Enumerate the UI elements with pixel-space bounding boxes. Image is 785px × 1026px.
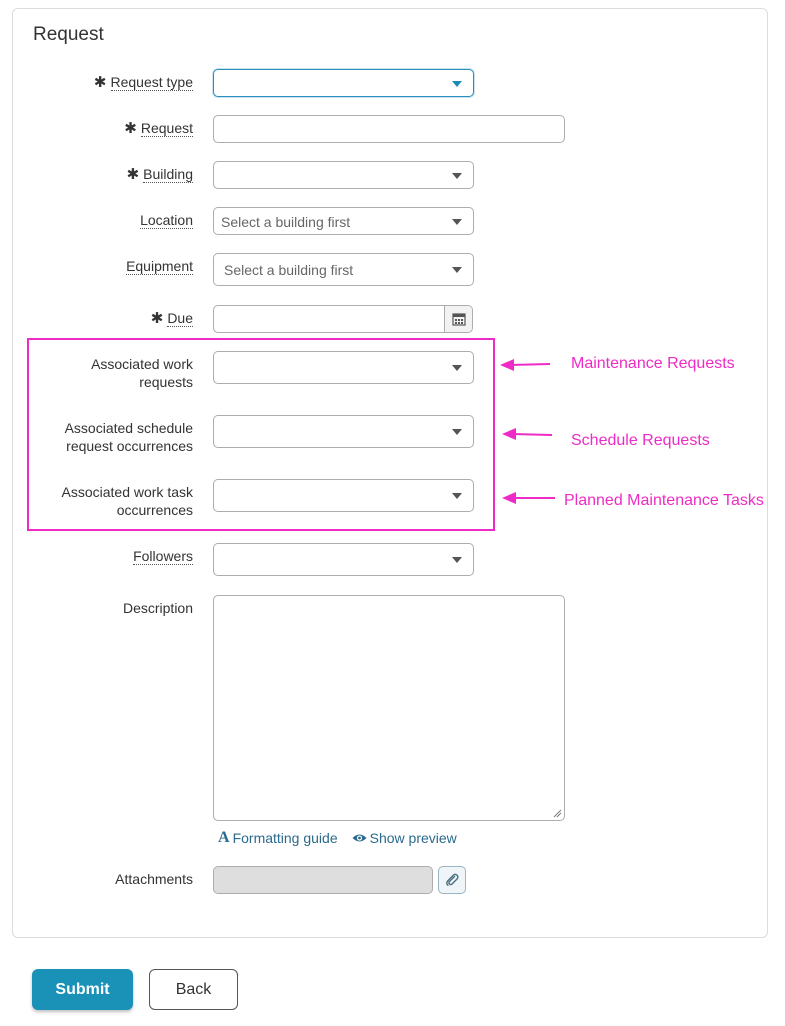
followers-select[interactable] <box>213 543 474 576</box>
description-label: Description <box>122 600 193 616</box>
section-title: Request <box>33 24 104 45</box>
required-marker: ✱ <box>150 310 164 327</box>
assoc-work-task-label: Associated work task occurrences <box>61 484 193 518</box>
chevron-down-icon <box>452 219 462 225</box>
followers-label: Followers <box>133 548 193 564</box>
submit-button[interactable]: Submit <box>32 969 133 1010</box>
request-type-select[interactable] <box>213 69 474 97</box>
request-label: ✱ Request <box>124 120 193 137</box>
location-placeholder: Select a building first <box>221 214 351 230</box>
annotation-maintenance-requests: Maintenance Requests <box>571 355 735 372</box>
required-marker: ✱ <box>93 74 107 91</box>
chevron-down-icon <box>452 173 462 179</box>
calendar-icon <box>452 312 466 326</box>
chevron-down-icon <box>452 267 462 273</box>
annotation-arrow <box>500 490 558 506</box>
building-label: ✱ Building <box>126 166 193 183</box>
chevron-down-icon <box>452 81 462 87</box>
equipment-placeholder: Select a building first <box>224 262 354 278</box>
annotation-highlight-box <box>27 338 495 531</box>
formatting-links <box>218 829 457 847</box>
eye-icon <box>352 833 367 843</box>
location-label: Location <box>140 212 193 228</box>
required-marker: ✱ <box>126 166 140 183</box>
annotation-arrow <box>500 426 556 442</box>
annotation-arrow <box>498 357 554 373</box>
due-date-input[interactable] <box>213 305 473 333</box>
building-select[interactable] <box>213 161 474 189</box>
assoc-schedule-label: Associated schedule request occurrences <box>64 420 193 454</box>
description-textarea[interactable] <box>213 595 565 821</box>
assoc-work-requests-label: Associated work requests <box>91 356 193 390</box>
calendar-button[interactable] <box>444 306 472 332</box>
equipment-select[interactable] <box>213 253 474 286</box>
due-label: ✱ Due <box>150 310 193 327</box>
location-select[interactable] <box>213 207 474 235</box>
attachments-field[interactable] <box>213 866 433 894</box>
formatting-icon: A <box>218 829 230 846</box>
attach-file-button[interactable] <box>438 866 466 894</box>
formatting-guide-link[interactable]: A Formatting guide <box>218 829 338 846</box>
request-input[interactable] <box>213 115 565 143</box>
chevron-down-icon <box>452 557 462 563</box>
attachments-label: Attachments <box>115 871 193 887</box>
back-button[interactable]: Back <box>149 969 238 1010</box>
paperclip-icon <box>445 873 459 887</box>
resize-grip-icon[interactable] <box>553 809 562 818</box>
annotation-schedule-requests: Schedule Requests <box>571 432 710 449</box>
required-marker: ✱ <box>124 120 137 137</box>
equipment-label: Equipment <box>126 258 193 274</box>
request-type-label: ✱ Request type <box>93 74 193 91</box>
show-preview-link[interactable]: Show preview <box>352 830 457 846</box>
annotation-planned-maintenance-tasks: Planned Maintenance Tasks <box>564 492 764 509</box>
